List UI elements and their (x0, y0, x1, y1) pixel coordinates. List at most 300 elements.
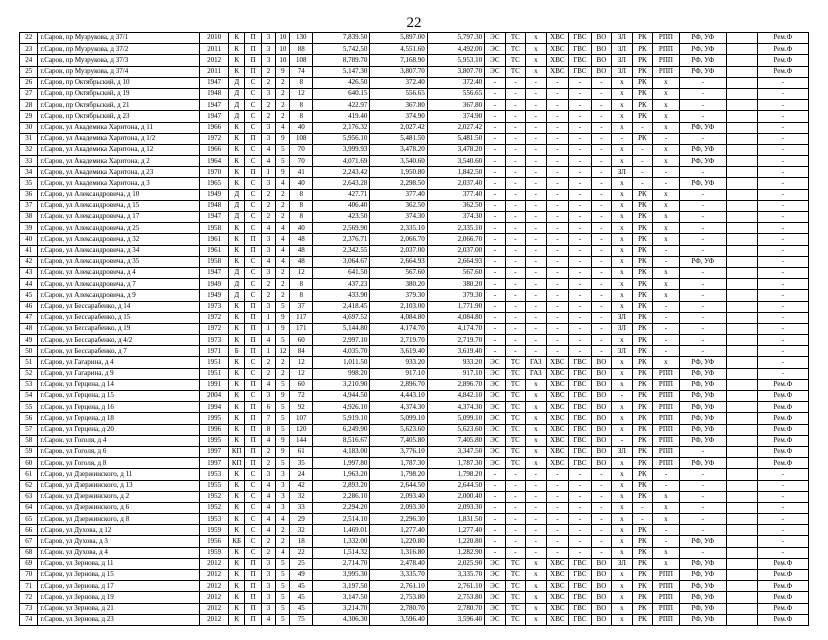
cell-electricity: ЭС (485, 446, 505, 457)
cell-sewerage: ВО (591, 424, 611, 435)
cell-floors: 5 (276, 301, 290, 312)
cell-residential-area: 380.20 (427, 279, 484, 290)
cell-floors: 3 (276, 491, 290, 502)
cell-living-area: 2,761.10 (370, 581, 427, 592)
cell-address: г.Саров, ул Александровича, д 9 (38, 290, 200, 301)
cell-chute: ЗЛ (612, 44, 632, 55)
cell-residential-area: 1,220.80 (427, 536, 484, 547)
cell-residential-area: 2,896.70 (427, 379, 484, 390)
cell-electricity: - (485, 525, 505, 536)
table-row (20, 614, 809, 625)
cell-heating: ТС (505, 44, 525, 55)
cell-living-area: 2,896.70 (370, 379, 427, 390)
cell-gas: х (526, 581, 546, 592)
cell-build-year: 2004 (200, 391, 229, 402)
cell-repair-fund: - (757, 335, 808, 346)
cell-hot-water: ГВС (569, 33, 592, 44)
cell-living-area: 2,298.50 (370, 178, 427, 189)
cell-entrances: 4 (261, 156, 275, 167)
cell-gas: - (526, 346, 546, 357)
cell-row-number: 72 (20, 592, 38, 603)
cell-heating: - (505, 267, 525, 278)
cell-entrances: 2 (261, 536, 275, 547)
cell-heating: ТС (505, 614, 525, 625)
cell-build-year: 1947 (200, 100, 229, 111)
cell-apartments: 24 (290, 469, 313, 480)
cell-series-type: С (245, 290, 261, 301)
cell-total-area: 7,839.50 (313, 33, 370, 44)
cell-heating: - (505, 133, 525, 144)
cell-floors: 5 (276, 592, 290, 603)
cell-living-area: 5,897.00 (370, 33, 427, 44)
cell-series-type: С (245, 156, 261, 167)
cell-series-type: С (245, 189, 261, 200)
cell-sewerage: ВО (591, 402, 611, 413)
cell-electricity: ЭС (485, 357, 505, 368)
cell-chute: ЗЛ (612, 312, 632, 323)
cell-sewerage: ВО (591, 458, 611, 469)
cell-sewerage: - (591, 156, 611, 167)
cell-total-area: 5,147.30 (313, 66, 370, 77)
cell-build-year: 1948 (200, 88, 229, 99)
table-row (20, 301, 809, 312)
cell-chute: х (612, 122, 632, 133)
cell-address: г.Саров, ул Гоголя, д 4 (38, 435, 200, 446)
cell-electricity: ЭС (485, 603, 505, 614)
cell-apartments: 88 (290, 44, 313, 55)
cell-repair-fund: Рем.Ф (757, 413, 808, 424)
cell-floors: 12 (276, 346, 290, 357)
cell-address: г.Саров, ул Академика Харитона, д 23 (38, 167, 200, 178)
table-row (20, 77, 809, 88)
cell-extra (726, 111, 757, 122)
cell-living-area: 917.10 (370, 368, 427, 379)
cell-entrances: 2 (261, 458, 275, 469)
cell-facade: РФ, УФ (679, 368, 726, 379)
cell-extra (726, 570, 757, 581)
cell-total-area: 2,176.32 (313, 122, 370, 133)
cell-floors: 2 (276, 100, 290, 111)
cell-kitchen: РК (632, 100, 652, 111)
cell-kitchen: РК (632, 189, 652, 200)
cell-facade: РФ, УФ (679, 402, 726, 413)
cell-kitchen: РК (632, 435, 652, 446)
cell-residential-area: 1,831.50 (427, 514, 484, 525)
cell-address: г.Саров, пр Музрукова, д 37/1 (38, 33, 200, 44)
cell-living-area: 2,644.50 (370, 480, 427, 491)
cell-row-number: 50 (20, 346, 38, 357)
cell-residential-area: 2,644.50 (427, 480, 484, 491)
cell-kitchen: - (632, 514, 652, 525)
cell-repair-fund: Рем.Ф (757, 592, 808, 603)
cell-heating: - (505, 178, 525, 189)
cell-heating: ТС (505, 368, 525, 379)
cell-series-type: П (245, 167, 261, 178)
cell-sewerage: ВО (591, 357, 611, 368)
cell-cold-water: - (546, 156, 569, 167)
cell-build-year: 1972 (200, 312, 229, 323)
cell-stoves: - (653, 256, 680, 267)
cell-apartments: 171 (290, 323, 313, 334)
cell-gas: - (526, 469, 546, 480)
cell-stoves: РПП (653, 570, 680, 581)
cell-wall-type: К (229, 33, 245, 44)
cell-apartments: 29 (290, 514, 313, 525)
cell-wall-type: Д (229, 77, 245, 88)
cell-hot-water: - (569, 133, 592, 144)
cell-residential-area: 4,084.80 (427, 312, 484, 323)
cell-extra (726, 335, 757, 346)
cell-repair-fund: - (757, 514, 808, 525)
cell-chute: х (612, 413, 632, 424)
cell-heating: - (505, 480, 525, 491)
cell-heating: - (505, 301, 525, 312)
cell-series-type: П (245, 234, 261, 245)
cell-sewerage: ВО (591, 603, 611, 614)
cell-electricity: - (485, 312, 505, 323)
cell-heating: - (505, 256, 525, 267)
cell-chute: х (612, 335, 632, 346)
cell-repair-fund: Рем.Ф (757, 558, 808, 569)
cell-floors: 4 (276, 223, 290, 234)
cell-facade: - (679, 267, 726, 278)
cell-address: г.Саров, ул Гоголя, д 8 (38, 458, 200, 469)
cell-build-year: 1949 (200, 279, 229, 290)
cell-entrances: 2 (261, 357, 275, 368)
cell-build-year: 1953 (200, 469, 229, 480)
cell-gas: - (526, 323, 546, 334)
cell-residential-area: 567.60 (427, 267, 484, 278)
cell-build-year: 1972 (200, 133, 229, 144)
cell-wall-type: К (229, 413, 245, 424)
cell-electricity: ЭС (485, 379, 505, 390)
cell-chute: х (612, 245, 632, 256)
cell-kitchen: РК (632, 77, 652, 88)
cell-series-type: С (245, 480, 261, 491)
cell-extra (726, 547, 757, 558)
cell-build-year: 1991 (200, 379, 229, 390)
table-row (20, 536, 809, 547)
cell-living-area: 5,481.50 (370, 133, 427, 144)
cell-cold-water: ХВС (546, 55, 569, 66)
cell-chute: х (612, 223, 632, 234)
cell-gas: х (526, 33, 546, 44)
cell-electricity: ЭС (485, 402, 505, 413)
cell-cold-water: - (546, 525, 569, 536)
cell-living-area: 2,296.30 (370, 514, 427, 525)
cell-heating: - (505, 156, 525, 167)
cell-build-year: 2010 (200, 33, 229, 44)
cell-living-area: 367.80 (370, 100, 427, 111)
cell-heating: - (505, 245, 525, 256)
cell-build-year: 1997 (200, 446, 229, 457)
cell-kitchen: РК (632, 570, 652, 581)
cell-row-number: 38 (20, 212, 38, 223)
cell-stoves: х (653, 290, 680, 301)
cell-chute: х (612, 256, 632, 267)
cell-series-type: С (245, 491, 261, 502)
cell-gas: - (526, 290, 546, 301)
cell-stoves: РПП (653, 592, 680, 603)
cell-series-type: С (245, 267, 261, 278)
cell-extra (726, 614, 757, 625)
cell-entrances: 3 (261, 391, 275, 402)
table-row (20, 66, 809, 77)
cell-row-number: 36 (20, 189, 38, 200)
cell-stoves: РПП (653, 55, 680, 66)
cell-address: г.Саров, ул Бессарабенко, д 19 (38, 323, 200, 334)
cell-cold-water: ХВС (546, 33, 569, 44)
cell-hot-water: - (569, 189, 592, 200)
cell-wall-type: Д (229, 189, 245, 200)
cell-gas: - (526, 178, 546, 189)
cell-build-year: 1956 (200, 536, 229, 547)
cell-address: г.Саров, ул Академика Харитона, д 11 (38, 122, 200, 133)
cell-facade: - (679, 77, 726, 88)
table-row (20, 514, 809, 525)
cell-electricity: - (485, 346, 505, 357)
cell-floors: 2 (276, 357, 290, 368)
cell-cold-water: ХВС (546, 413, 569, 424)
cell-extra (726, 44, 757, 55)
cell-sewerage: - (591, 514, 611, 525)
cell-wall-type: К (229, 245, 245, 256)
cell-electricity: ЭС (485, 424, 505, 435)
cell-row-number: 65 (20, 514, 38, 525)
cell-facade: - (679, 234, 726, 245)
cell-electricity: ЭС (485, 592, 505, 603)
cell-chute: х (612, 267, 632, 278)
cell-entrances: 3 (261, 603, 275, 614)
cell-row-number: 54 (20, 391, 38, 402)
cell-gas: х (526, 592, 546, 603)
cell-extra (726, 245, 757, 256)
cell-total-area: 406.40 (313, 200, 370, 211)
cell-chute: х (612, 525, 632, 536)
cell-sewerage: - (591, 290, 611, 301)
cell-extra (726, 223, 757, 234)
cell-sewerage: ВО (591, 592, 611, 603)
cell-stoves: РПП (653, 614, 680, 625)
cell-heating: ТС (505, 379, 525, 390)
cell-sewerage: - (591, 312, 611, 323)
cell-entrances: 2 (261, 77, 275, 88)
cell-chute: х (612, 178, 632, 189)
cell-living-area: 380.20 (370, 279, 427, 290)
cell-gas: - (526, 502, 546, 513)
cell-electricity: - (485, 502, 505, 513)
cell-gas: х (526, 458, 546, 469)
cell-wall-type: КБ (229, 536, 245, 547)
cell-hot-water: ГВС (569, 413, 592, 424)
cell-extra (726, 514, 757, 525)
cell-hot-water: - (569, 279, 592, 290)
table-row (20, 603, 809, 614)
cell-sewerage: - (591, 335, 611, 346)
table-row (20, 502, 809, 513)
cell-heating: ТС (505, 446, 525, 457)
cell-series-type: П (245, 413, 261, 424)
cell-residential-area: 7,405.80 (427, 435, 484, 446)
table-row (20, 312, 809, 323)
cell-series-type: П (245, 44, 261, 55)
cell-entrances: 4 (261, 256, 275, 267)
cell-row-number: 73 (20, 603, 38, 614)
cell-entrances: 3 (261, 558, 275, 569)
cell-entrances: 4 (261, 480, 275, 491)
cell-build-year: 2012 (200, 570, 229, 581)
cell-kitchen: РК (632, 212, 652, 223)
cell-series-type: С (245, 368, 261, 379)
cell-entrances: 4 (261, 144, 275, 155)
cell-electricity: ЭС (485, 44, 505, 55)
cell-stoves: х (653, 111, 680, 122)
cell-repair-fund: - (757, 301, 808, 312)
cell-repair-fund: - (757, 323, 808, 334)
cell-floors: 3 (276, 502, 290, 513)
cell-row-number: 26 (20, 77, 38, 88)
cell-repair-fund: Рем.Ф (757, 391, 808, 402)
cell-heating: - (505, 100, 525, 111)
cell-address: г.Саров, ул Герцена, д 16 (38, 402, 200, 413)
cell-total-area: 4,183.00 (313, 446, 370, 457)
cell-build-year: 1947 (200, 267, 229, 278)
cell-entrances: 3 (261, 234, 275, 245)
cell-hot-water: ГВС (569, 592, 592, 603)
cell-floors: 4 (276, 514, 290, 525)
cell-living-area: 1,316.80 (370, 547, 427, 558)
cell-series-type: П (245, 424, 261, 435)
cell-entrances: 2 (261, 66, 275, 77)
cell-repair-fund: - (757, 189, 808, 200)
cell-repair-fund: Рем.Ф (757, 33, 808, 44)
cell-residential-area: 367.80 (427, 100, 484, 111)
cell-extra (726, 133, 757, 144)
cell-facade: РФ, УФ (679, 581, 726, 592)
cell-gas: ГАЗ (526, 368, 546, 379)
cell-electricity: - (485, 178, 505, 189)
cell-electricity: - (485, 200, 505, 211)
cell-kitchen: РК (632, 525, 652, 536)
cell-kitchen: РК (632, 256, 652, 267)
table-row (20, 379, 809, 390)
cell-facade: РФ, УФ (679, 558, 726, 569)
cell-address: г.Саров, ул Гагарина, д 4 (38, 357, 200, 368)
cell-wall-type: К (229, 402, 245, 413)
cell-chute: х (612, 469, 632, 480)
cell-kitchen: РК (632, 290, 652, 301)
cell-wall-type: К (229, 144, 245, 155)
cell-facade: РФ, УФ (679, 614, 726, 625)
cell-series-type: С (245, 100, 261, 111)
cell-apartments: 37 (290, 301, 313, 312)
cell-repair-fund: - (757, 88, 808, 99)
cell-heating: ТС (505, 592, 525, 603)
cell-living-area: 1,950.80 (370, 167, 427, 178)
cell-sewerage: ВО (591, 446, 611, 457)
cell-cold-water: ХВС (546, 44, 569, 55)
cell-floors: 5 (276, 570, 290, 581)
cell-floors: 2 (276, 536, 290, 547)
cell-row-number: 41 (20, 245, 38, 256)
cell-wall-type: К (229, 514, 245, 525)
cell-address: г.Саров, ул Духова, д 3 (38, 536, 200, 547)
cell-address: г.Саров, ул Зернова, д 15 (38, 570, 200, 581)
cell-stoves: РПП (653, 368, 680, 379)
cell-residential-area: 362.50 (427, 200, 484, 211)
cell-sewerage: ВО (591, 570, 611, 581)
cell-sewerage: ВО (591, 379, 611, 390)
cell-sewerage: ВО (591, 614, 611, 625)
cell-heating: ТС (505, 435, 525, 446)
cell-sewerage: - (591, 77, 611, 88)
cell-cold-water: ХВС (546, 391, 569, 402)
cell-extra (726, 402, 757, 413)
cell-apartments: 22 (290, 547, 313, 558)
cell-wall-type: К (229, 122, 245, 133)
cell-entrances: 4 (261, 514, 275, 525)
cell-heating: - (505, 144, 525, 155)
cell-kitchen: РК (632, 44, 652, 55)
cell-residential-area: 3,807.70 (427, 66, 484, 77)
cell-extra (726, 480, 757, 491)
cell-kitchen: РК (632, 469, 652, 480)
cell-apartments: 117 (290, 312, 313, 323)
cell-electricity: ЭС (485, 435, 505, 446)
cell-apartments: 74 (290, 66, 313, 77)
cell-wall-type: К (229, 335, 245, 346)
cell-sewerage: - (591, 133, 611, 144)
cell-gas: - (526, 111, 546, 122)
cell-row-number: 23 (20, 44, 38, 55)
cell-kitchen: РК (632, 267, 652, 278)
cell-apartments: 60 (290, 379, 313, 390)
cell-electricity: - (485, 88, 505, 99)
cell-build-year: 1951 (200, 368, 229, 379)
cell-heating: - (505, 312, 525, 323)
cell-chute: х (612, 234, 632, 245)
cell-living-area: 3,540.60 (370, 156, 427, 167)
cell-wall-type: Д (229, 88, 245, 99)
cell-row-number: 62 (20, 480, 38, 491)
cell-extra (726, 234, 757, 245)
cell-gas: ГАЗ (526, 357, 546, 368)
cell-entrances: 3 (261, 267, 275, 278)
table-row (20, 446, 809, 457)
cell-kitchen: РК (632, 536, 652, 547)
cell-living-area: 4,084.80 (370, 312, 427, 323)
cell-chute: ЗЛ (612, 346, 632, 357)
cell-extra (726, 55, 757, 66)
cell-entrances: 3 (261, 570, 275, 581)
cell-living-area: 1,787.30 (370, 458, 427, 469)
cell-facade: РФ, УФ (679, 603, 726, 614)
cell-series-type: С (245, 279, 261, 290)
cell-hot-water: - (569, 346, 592, 357)
cell-address: г.Саров, ул Александровича, д 35 (38, 256, 200, 267)
cell-repair-fund: - (757, 77, 808, 88)
cell-residential-area: 2,037.40 (427, 178, 484, 189)
cell-total-area: 998.20 (313, 368, 370, 379)
cell-living-area: 2,027.42 (370, 122, 427, 133)
cell-series-type: С (245, 547, 261, 558)
cell-gas: - (526, 279, 546, 290)
cell-extra (726, 290, 757, 301)
cell-row-number: 37 (20, 200, 38, 211)
cell-living-area: 556.65 (370, 88, 427, 99)
cell-electricity: - (485, 77, 505, 88)
cell-address: г.Саров, ул Академика Харитона, д 3 (38, 178, 200, 189)
